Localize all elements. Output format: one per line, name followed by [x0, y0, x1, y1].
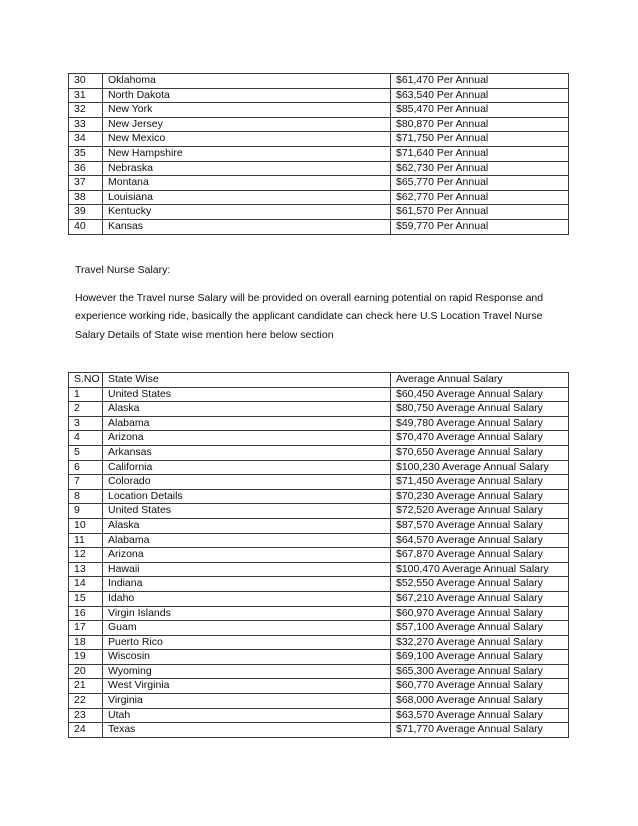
row-number: 15 — [69, 591, 103, 606]
row-number: 34 — [69, 132, 103, 147]
table-row — [69, 205, 569, 220]
salary-value: $100,470 Average Annual Salary — [391, 562, 569, 577]
row-number: 18 — [69, 635, 103, 650]
row-number: 21 — [69, 679, 103, 694]
row-number: 6 — [69, 460, 103, 475]
salary-value: $87,570 Average Annual Salary — [391, 518, 569, 533]
salary-value: $65,770 Per Annual — [391, 176, 569, 191]
state-name: Texas — [103, 723, 391, 738]
salary-value: $68,000 Average Annual Salary — [391, 694, 569, 709]
row-number: 3 — [69, 416, 103, 431]
state-name: Virgin Islands — [103, 606, 391, 621]
table-row — [69, 74, 569, 89]
row-number: 33 — [69, 117, 103, 132]
salary-value: $65,300 Average Annual Salary — [391, 664, 569, 679]
salary-value: $60,970 Average Annual Salary — [391, 606, 569, 621]
state-name: Alaska — [103, 402, 391, 417]
salary-value: $62,730 Per Annual — [391, 161, 569, 176]
table-header-row — [69, 373, 569, 388]
table-row — [69, 445, 569, 460]
row-number: 9 — [69, 504, 103, 519]
table-row — [69, 489, 569, 504]
salary-value: $70,650 Average Annual Salary — [391, 445, 569, 460]
table-body — [69, 74, 569, 235]
state-name: Colorado — [103, 475, 391, 490]
row-number: 12 — [69, 548, 103, 563]
table-row — [69, 694, 569, 709]
table-row — [69, 635, 569, 650]
row-number: 16 — [69, 606, 103, 621]
state-name: Idaho — [103, 591, 391, 606]
table-body — [69, 387, 569, 737]
state-name: Hawaii — [103, 562, 391, 577]
table-row — [69, 708, 569, 723]
salary-value: $64,570 Average Annual Salary — [391, 533, 569, 548]
table-row — [69, 577, 569, 592]
state-name: California — [103, 460, 391, 475]
table-row — [69, 475, 569, 490]
table-row — [69, 431, 569, 446]
salary-value: $69,100 Average Annual Salary — [391, 650, 569, 665]
row-number: 20 — [69, 664, 103, 679]
salary-value: $61,470 Per Annual — [391, 74, 569, 89]
salary-value: $63,570 Average Annual Salary — [391, 708, 569, 723]
table-row — [69, 504, 569, 519]
state-name: West Virginia — [103, 679, 391, 694]
row-number: 13 — [69, 562, 103, 577]
row-number: 37 — [69, 176, 103, 191]
row-number: 17 — [69, 621, 103, 636]
row-number: 31 — [69, 88, 103, 103]
row-number: 2 — [69, 402, 103, 417]
table-row — [69, 190, 569, 205]
table-row — [69, 117, 569, 132]
table-row — [69, 679, 569, 694]
table-row — [69, 562, 569, 577]
salary-value: $71,770 Average Annual Salary — [391, 723, 569, 738]
table-row — [69, 606, 569, 621]
row-number: 1 — [69, 387, 103, 402]
row-number: 11 — [69, 533, 103, 548]
table-row — [69, 132, 569, 147]
section-paragraph: However the Travel nurse Salary will be provided on overall earning potential on rapid Response and experience working ride, basically the applicant candidate can check here U.S Location Travel Nurse Salary Details of State wise mention here below section — [75, 292, 544, 341]
row-number: 8 — [69, 489, 103, 504]
state-name: Wyoming — [103, 664, 391, 679]
state-name: Location Details — [103, 489, 391, 504]
row-number: 38 — [69, 190, 103, 205]
state-name: North Dakota — [103, 88, 391, 103]
table-row — [69, 518, 569, 533]
table-row — [69, 460, 569, 475]
table-row — [69, 591, 569, 606]
salary-value: $80,750 Average Annual Salary — [391, 402, 569, 417]
state-name: Louisiana — [103, 190, 391, 205]
table-row — [69, 402, 569, 417]
salary-value: $80,870 Per Annual — [391, 117, 569, 132]
table-row — [69, 723, 569, 738]
state-name: Guam — [103, 621, 391, 636]
salary-value: $60,450 Average Annual Salary — [391, 387, 569, 402]
section-heading: Travel Nurse Salary: — [75, 264, 171, 276]
salary-value: $100,230 Average Annual Salary — [391, 460, 569, 475]
table-row — [69, 416, 569, 431]
salary-value: $85,470 Per Annual — [391, 103, 569, 118]
state-name: Alabama — [103, 416, 391, 431]
row-number: 22 — [69, 694, 103, 709]
table-row — [69, 161, 569, 176]
salary-value: $62,770 Per Annual — [391, 190, 569, 205]
salary-value: $61,570 Per Annual — [391, 205, 569, 220]
state-name: Wiscosin — [103, 650, 391, 665]
row-number: 24 — [69, 723, 103, 738]
state-name: Kansas — [103, 219, 391, 234]
row-number: 4 — [69, 431, 103, 446]
state-name: Arkansas — [103, 445, 391, 460]
row-number: 19 — [69, 650, 103, 665]
state-name: Oklahoma — [103, 74, 391, 89]
table-row — [69, 650, 569, 665]
row-number: 36 — [69, 161, 103, 176]
row-number: 10 — [69, 518, 103, 533]
row-number: 7 — [69, 475, 103, 490]
salary-value: $59,770 Per Annual — [391, 219, 569, 234]
state-name: Arizona — [103, 431, 391, 446]
state-name: Utah — [103, 708, 391, 723]
state-name: Indiana — [103, 577, 391, 592]
state-name: Virginia — [103, 694, 391, 709]
table-row — [69, 387, 569, 402]
table-row — [69, 621, 569, 636]
salary-value: $49,780 Average Annual Salary — [391, 416, 569, 431]
state-name: Arizona — [103, 548, 391, 563]
state-name: New Mexico — [103, 132, 391, 147]
salary-value: $70,230 Average Annual Salary — [391, 489, 569, 504]
table-row — [69, 176, 569, 191]
row-number: 23 — [69, 708, 103, 723]
table-row — [69, 103, 569, 118]
salary-value: $71,750 Per Annual — [391, 132, 569, 147]
state-name: Alabama — [103, 533, 391, 548]
table-row — [69, 146, 569, 161]
state-name: Kentucky — [103, 205, 391, 220]
header-sno: S.NO — [69, 373, 103, 388]
state-salary-table-top — [68, 73, 569, 235]
salary-value: $70,470 Average Annual Salary — [391, 431, 569, 446]
salary-value: $57,100 Average Annual Salary — [391, 621, 569, 636]
row-number: 35 — [69, 146, 103, 161]
state-name: New York — [103, 103, 391, 118]
table-row — [69, 664, 569, 679]
state-salary-table-bottom — [68, 372, 569, 738]
row-number: 40 — [69, 219, 103, 234]
salary-value: $32,270 Average Annual Salary — [391, 635, 569, 650]
state-name: Nebraska — [103, 161, 391, 176]
table-row — [69, 548, 569, 563]
row-number: 14 — [69, 577, 103, 592]
row-number: 32 — [69, 103, 103, 118]
salary-value: $71,640 Per Annual — [391, 146, 569, 161]
state-name: United States — [103, 387, 391, 402]
state-name: Montana — [103, 176, 391, 191]
state-name: New Jersey — [103, 117, 391, 132]
table-row — [69, 88, 569, 103]
header-salary: Average Annual Salary — [391, 373, 569, 388]
state-name: Puerto Rico — [103, 635, 391, 650]
salary-value: $52,550 Average Annual Salary — [391, 577, 569, 592]
table-row — [69, 219, 569, 234]
salary-value: $63,540 Per Annual — [391, 88, 569, 103]
salary-value: $67,210 Average Annual Salary — [391, 591, 569, 606]
salary-value: $60,770 Average Annual Salary — [391, 679, 569, 694]
salary-value: $72,520 Average Annual Salary — [391, 504, 569, 519]
state-name: United States — [103, 504, 391, 519]
salary-value: $67,870 Average Annual Salary — [391, 548, 569, 563]
state-name: Alaska — [103, 518, 391, 533]
table-row — [69, 533, 569, 548]
salary-value: $71,450 Average Annual Salary — [391, 475, 569, 490]
state-name: New Hampshire — [103, 146, 391, 161]
header-state: State Wise — [103, 373, 391, 388]
row-number: 5 — [69, 445, 103, 460]
row-number: 30 — [69, 74, 103, 89]
row-number: 39 — [69, 205, 103, 220]
